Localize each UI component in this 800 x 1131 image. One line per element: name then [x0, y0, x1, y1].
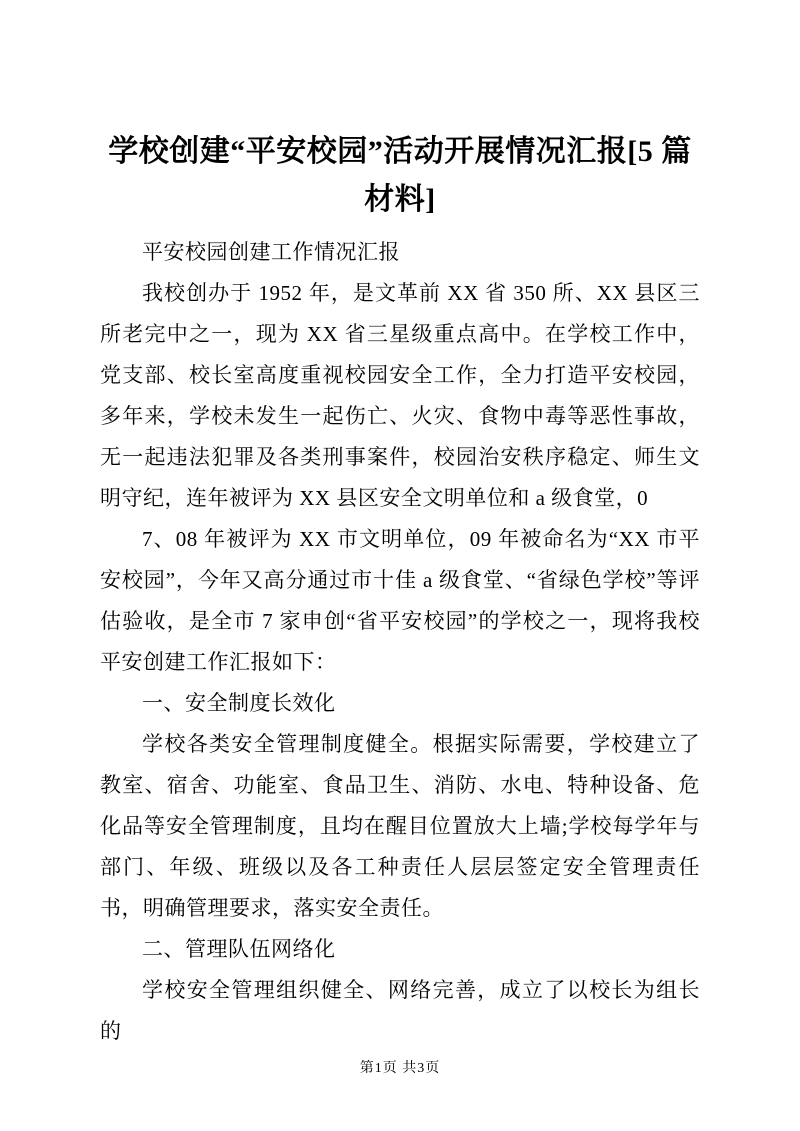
- paragraph-body: 学校各类安全管理制度健全。根据实际需要，学校建立了教室、宿舍、功能室、食品卫生、消防、水电、特种设备、危化品等安全管理制度，且均在醒目位置放大上墙;学校每学年与部门、年级、班级以及各工种责任人层层签定安全管理责任书，明确管理要求，落实安全责任。: [100, 732, 700, 920]
- paragraph-section-heading: 二、管理队伍网络化: [142, 937, 336, 961]
- document-content: [100, 128, 700, 1052]
- paragraph-body: 学校安全管理组织健全、网络完善，成立了以校长为组长的: [100, 978, 700, 1043]
- page-number-footer: 第1页 共3页: [359, 1061, 441, 1076]
- paragraph-subtitle: 平安校园创建工作情况汇报: [142, 240, 400, 264]
- paragraph-body: 7、08 年被评为 XX 市文明单位，09 年被命名为“XX 市平安校园”，今年又高分通过市十佳 a 级食堂、“省绿色学校”等评估验收，是全市 7 家申创“省平安校园”的学校之一，现将我校平安创建工作汇报如下：: [100, 527, 700, 674]
- paragraph-section-heading: 一、安全制度长效化: [142, 691, 336, 715]
- paragraph-body: 我校创办于 1952 年，是文革前 XX 省 350 所、XX 县区三所老完中之一，现为 XX 省三星级重点高中。在学校工作中，党支部、校长室高度重视校园安全工作，全力打造平安校园，多年来，学校未发生一起伤亡、火灾、食物中毒等恶性事故，无一起违法犯罪及各类刑事案件，校园治安秩序稳定、师生文明守纪，连年被评为 XX 县区安全文明单位和 a 级食堂，0: [100, 281, 700, 510]
- document-title: 学校创建“平安校园”活动开展情况汇报[5 篇材料]: [108, 135, 692, 216]
